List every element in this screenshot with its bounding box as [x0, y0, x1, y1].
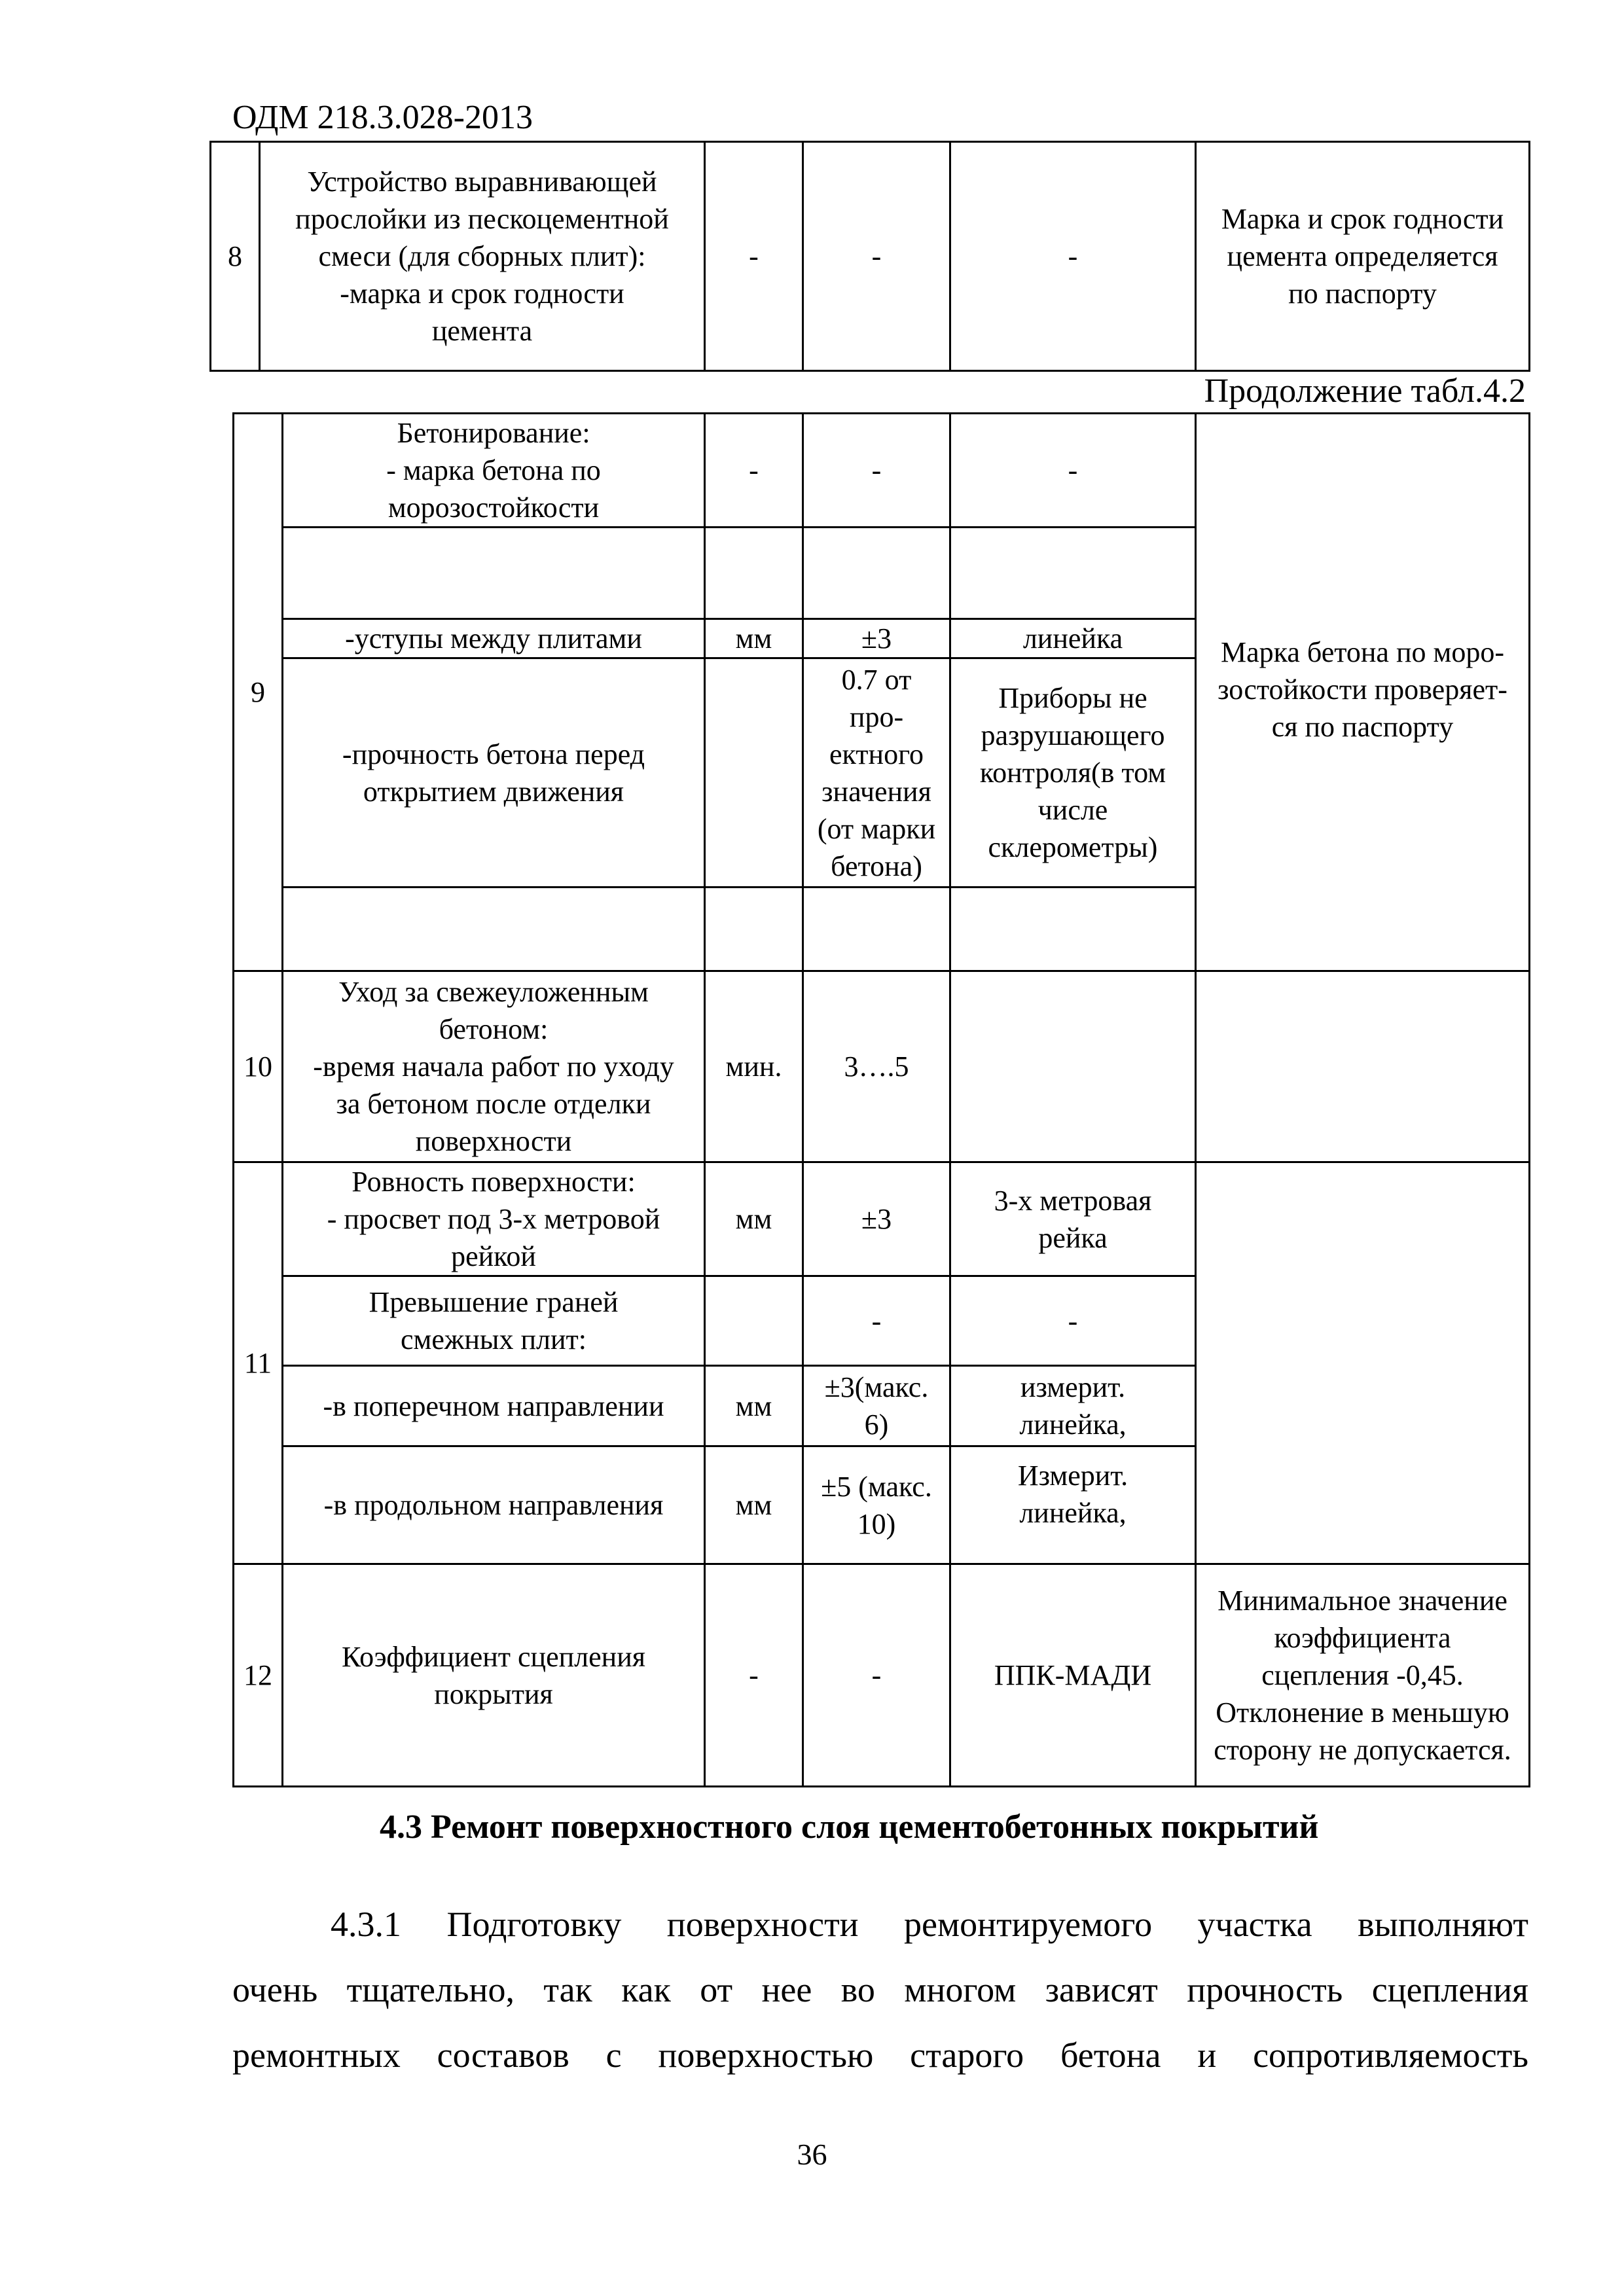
- text-line: покрытия: [434, 1677, 553, 1710]
- value-cell: ±3: [803, 1162, 950, 1276]
- unit-cell: мин.: [705, 971, 803, 1162]
- parameter-cell: [283, 1276, 705, 1366]
- empty-cell: [803, 888, 950, 971]
- text-line: -прочность бетона перед: [342, 738, 645, 770]
- text-line: Устройство выравнивающей: [307, 166, 657, 198]
- text-line: прослойки из пескоцементной: [295, 203, 669, 235]
- text-line: Бетонирование:: [397, 417, 590, 449]
- paragraph-line: очень тщательно, так как от нее во многом зависят прочность сцепления: [232, 1970, 1528, 2009]
- row-number: 12: [234, 1564, 283, 1787]
- text-line: Ровность поверхности:: [352, 1166, 636, 1198]
- unit-cell: -: [705, 142, 803, 371]
- tool-cell: [950, 1446, 1196, 1564]
- text-line: -время начала работ по уходу: [313, 1050, 674, 1083]
- unit-cell: мм: [705, 1446, 803, 1564]
- unit-cell: мм: [705, 1366, 803, 1446]
- table-row-10: [234, 971, 1530, 1162]
- text-line: значения: [821, 775, 931, 808]
- parameter-cell: [283, 1162, 705, 1276]
- tool-cell: -: [950, 414, 1196, 528]
- text-line: Коэффициент сцепления: [342, 1640, 645, 1673]
- note-cell: [1196, 142, 1530, 371]
- body-paragraph: [232, 1892, 1528, 2088]
- text-line: рейка: [1038, 1221, 1108, 1254]
- text-line: числе: [1038, 794, 1108, 826]
- text-line: Превышение граней: [369, 1286, 619, 1318]
- page-number: 36: [797, 2138, 827, 2171]
- text-line: 3-х метровая: [994, 1184, 1152, 1217]
- text-line: смеси (для сборных плит):: [318, 240, 646, 272]
- section-heading: 4.3 Ремонт поверхностного слоя цементобетонных покрытий: [380, 1808, 1319, 1846]
- text-line: Измерит.: [1017, 1460, 1128, 1492]
- table-row: [234, 1162, 1530, 1276]
- note-cell: [1196, 1162, 1530, 1564]
- text-line: Марка бетона по моро-: [1221, 636, 1504, 668]
- empty-cell: [283, 528, 705, 619]
- paragraph-line: ремонтных составов с поверхностью старого бетона и сопротивляемость: [232, 2036, 1528, 2075]
- text-line: - просвет под 3-х метровой: [327, 1203, 660, 1235]
- text-line: ектного: [829, 738, 924, 770]
- text-line: - марка бетона по: [386, 454, 601, 486]
- unit-cell: [705, 1276, 803, 1366]
- note-cell: [1196, 971, 1530, 1162]
- tool-cell: линейка: [950, 619, 1196, 658]
- text-line: смежных плит:: [401, 1323, 586, 1355]
- text-line: морозостойкости: [388, 492, 600, 524]
- text-line: -марка и срок годности: [340, 278, 624, 310]
- value-cell: -: [803, 142, 950, 371]
- text-line: бетона): [831, 850, 922, 882]
- text-line: Минимальное значение: [1218, 1585, 1507, 1617]
- empty-cell: [705, 888, 803, 971]
- text-line: измерит.: [1020, 1371, 1126, 1403]
- unit-cell: -: [705, 414, 803, 528]
- tool-cell: [950, 971, 1196, 1162]
- row-number: 8: [211, 142, 260, 371]
- text-line: (от марки: [817, 812, 936, 845]
- parameter-cell: [283, 414, 705, 528]
- parameter-cell: -уступы между плитами: [283, 619, 705, 658]
- text-line: сцепления -0,45.: [1261, 1659, 1464, 1691]
- table-fragment-top: [209, 141, 1530, 372]
- table-continuation-label: Продолжение табл.4.2: [1204, 372, 1526, 410]
- text-line: склерометры): [988, 831, 1158, 863]
- value-cell: -: [803, 1564, 950, 1787]
- unit-cell: мм: [705, 1162, 803, 1276]
- text-line: цемента: [431, 315, 533, 347]
- text-line: Марка и срок годности: [1221, 203, 1504, 235]
- text-line: ±5 (макс.: [821, 1470, 932, 1503]
- empty-cell: [705, 528, 803, 619]
- text-line: Приборы не: [998, 682, 1147, 714]
- empty-cell: [803, 528, 950, 619]
- parameter-cell: [283, 658, 705, 888]
- tool-cell: ППК-МАДИ: [950, 1564, 1196, 1787]
- text-line: по паспорту: [1288, 278, 1437, 310]
- value-cell: ±3: [803, 619, 950, 658]
- row-number: 10: [234, 971, 283, 1162]
- text-line: сторону не допускается.: [1214, 1734, 1511, 1766]
- value-cell: [803, 1446, 950, 1564]
- empty-cell: [283, 888, 705, 971]
- value-cell: -: [803, 1276, 950, 1366]
- text-line: Уход за свежеуложенным: [338, 976, 649, 1008]
- value-cell: [803, 1366, 950, 1446]
- parameter-cell: -в продольном направления: [283, 1446, 705, 1564]
- empty-cell: [950, 888, 1196, 971]
- tool-cell: [950, 658, 1196, 888]
- text-line: линейка,: [1019, 1408, 1127, 1441]
- note-cell: [1196, 1564, 1530, 1787]
- tool-cell: -: [950, 142, 1196, 371]
- value-cell: 3….5: [803, 971, 950, 1162]
- text-line: разрушающего: [981, 719, 1165, 751]
- text-line: Отклонение в меньшую: [1216, 1696, 1509, 1729]
- text-line: ся по паспорту: [1271, 711, 1454, 743]
- paragraph-line: 4.3.1 Подготовку поверхности ремонтируемого участка выполняют: [331, 1905, 1528, 1944]
- text-line: ±3(макс.: [824, 1371, 929, 1403]
- table-row-8: [211, 142, 1530, 371]
- table-row: [234, 414, 1530, 528]
- text-line: линейка,: [1019, 1497, 1127, 1529]
- parameter-cell: [260, 142, 705, 371]
- row-number: 9: [234, 414, 283, 971]
- empty-cell: [950, 528, 1196, 619]
- tool-cell: -: [950, 1276, 1196, 1366]
- text-line: коэффициента: [1274, 1622, 1451, 1654]
- note-cell: [1196, 414, 1530, 971]
- text-line: рейкой: [451, 1240, 536, 1272]
- unit-cell: мм: [705, 619, 803, 658]
- tool-cell: [950, 1162, 1196, 1276]
- text-line: поверхности: [415, 1125, 572, 1157]
- table-row-12: [234, 1564, 1530, 1787]
- text-line: зостойкости проверяет-: [1218, 673, 1507, 706]
- text-line: про-: [849, 700, 904, 733]
- document-code: ОДМ 218.3.028-2013: [232, 99, 533, 136]
- parameter-cell: -в поперечном направлении: [283, 1366, 705, 1446]
- text-line: открытием движения: [363, 775, 624, 808]
- text-line: цемента определяется: [1227, 240, 1498, 272]
- text-line: 6): [864, 1408, 889, 1441]
- text-line: контроля(в том: [979, 757, 1166, 789]
- text-line: 10): [857, 1507, 896, 1540]
- text-line: бетоном:: [439, 1013, 549, 1045]
- table-4-2: [232, 412, 1530, 1787]
- value-cell: [803, 658, 950, 888]
- tool-cell: [950, 1366, 1196, 1446]
- parameter-cell: [283, 1564, 705, 1787]
- parameter-cell: [283, 971, 705, 1162]
- text-line: за бетоном после отделки: [336, 1088, 651, 1120]
- unit-cell: -: [705, 1564, 803, 1787]
- value-cell: -: [803, 414, 950, 528]
- row-number: 11: [234, 1162, 283, 1564]
- unit-cell: [705, 658, 803, 888]
- text-line: 0.7 от: [841, 663, 912, 696]
